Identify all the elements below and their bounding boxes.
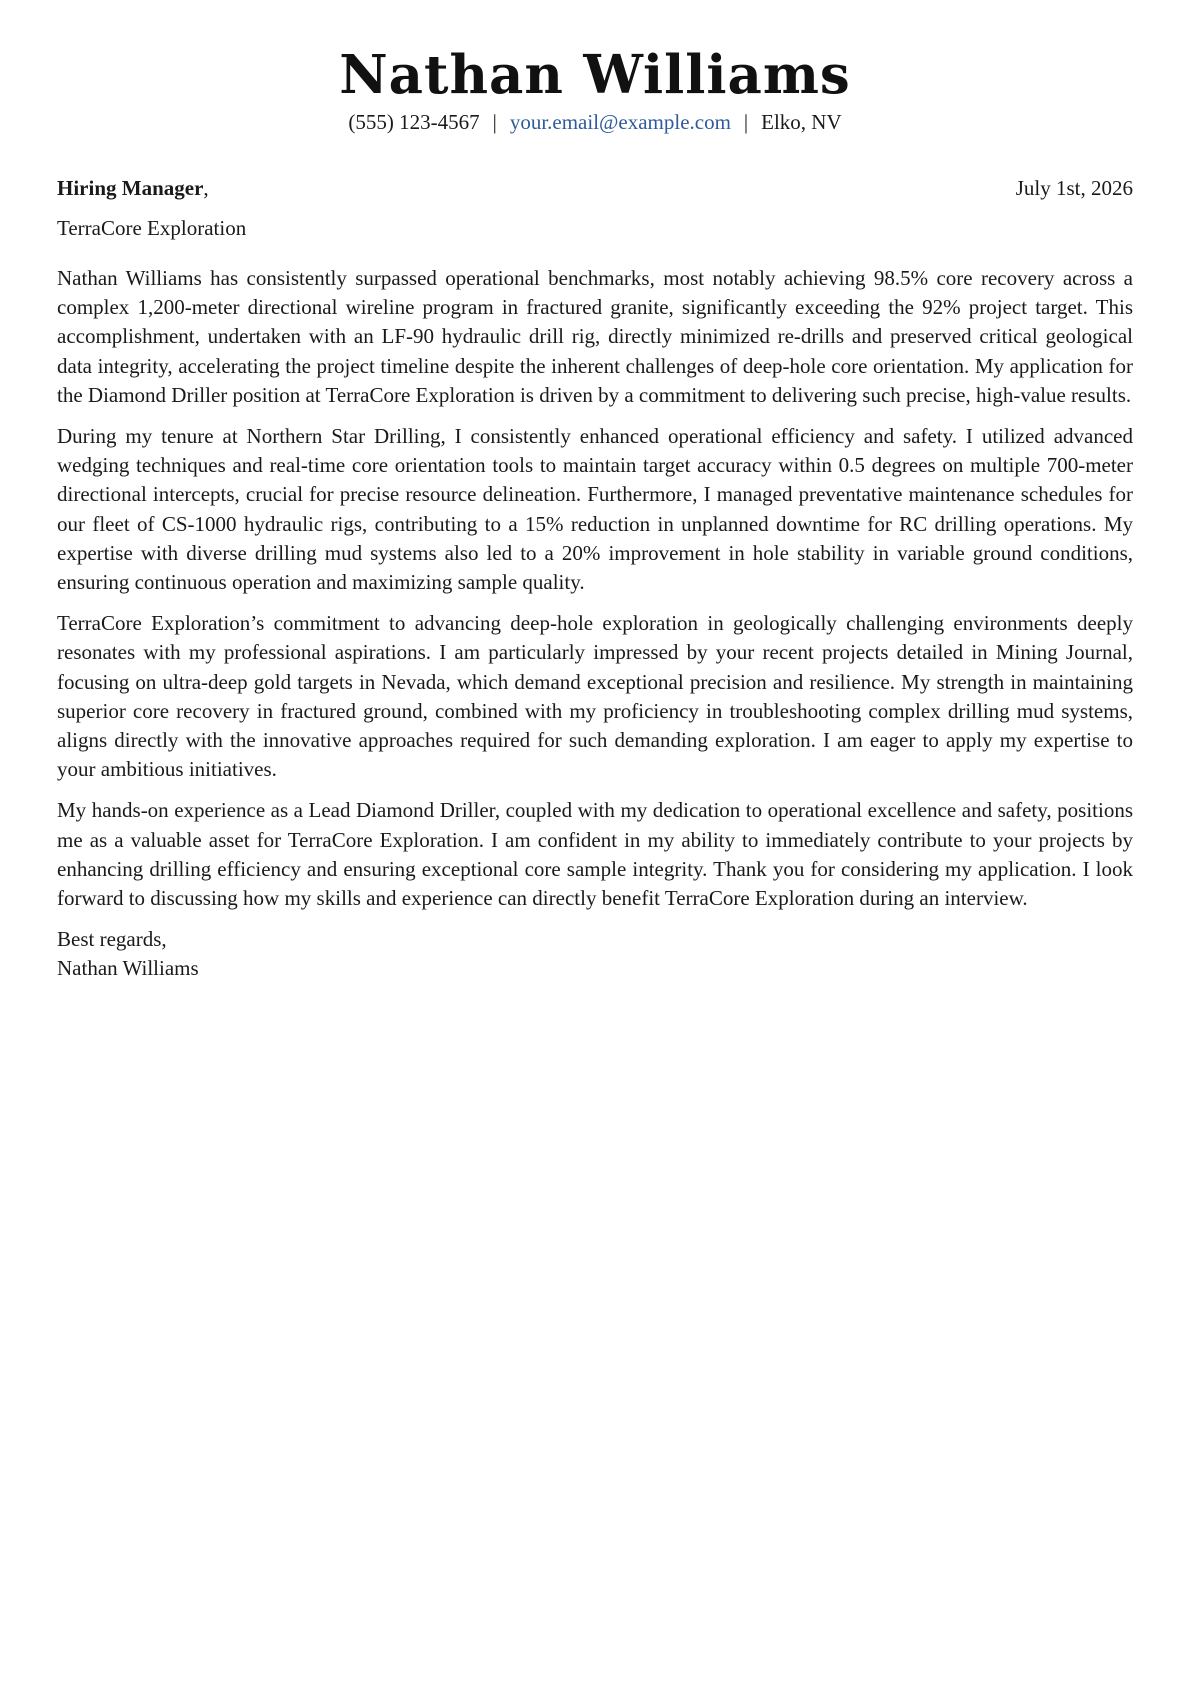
body-paragraph: My hands-on experience as a Lead Diamond Driller, coupled with my dedication to operational excellence and safety, positions me as a valuable asset for TerraCore Exploration. I am confident in my ability to immediately contribute to your projects by enhancing drilling efficiency and ensuring exceptional core sample integrity. Thank you for considering my application. I look forward to discussing how my skills and experience can directly benefit TerraCore Exploration during an interview. [57,798,1133,911]
recipient-title-suffix: , [203,176,209,200]
location: Elko, NV [761,110,842,134]
contact-separator: | [492,110,497,134]
letter-date: July 1st, 2026 [1015,176,1133,200]
recipient-title [57,170,209,206]
closing-salutation: Best regards, [57,927,167,952]
recipient-company: TerraCore Exploration [57,216,247,240]
recipient-row [57,170,1133,206]
body-paragraph: Nathan Williams has consistently surpassed operational benchmarks, most notably achieving 98.5% core recovery across a complex 1,200-meter directional wireline program in fractured granite, significantly exceeding the 92% project target. This accomplishment, undertaken with an LF-90 hydraulic drill rig, directly minimized re-drills and preserved critical geological data integrity, accelerating the project timeline despite the inherent challenges of deep-hole core orientation. My application for the Diamond Driller position at TerraCore Exploration is driven by a commitment to delivering such precise, high-value results. [57,266,1133,407]
recipient-title-text: Hiring Manager [57,176,204,200]
email-link[interactable]: your.email@example.com [509,110,731,134]
letter-closing [57,925,1133,983]
body-paragraph: TerraCore Exploration’s commitment to advancing deep-hole exploration in geologically challenging environments deeply resonates with my professional aspirations. I am particularly impressed by your recent projects detailed in Mining Journal, focusing on ultra-deep gold targets in Nevada, which demand exceptional precision and resilience. My strength in maintaining superior core recovery in fractured ground, combined with my proficiency in troubleshooting complex drilling mud systems, aligns directly with the innovative approaches required for such demanding exploration. I am eager to apply my expertise to your ambitious initiatives. [57,611,1133,782]
contact-separator: | [743,110,749,134]
cover-letter-page [57,0,1133,984]
phone-number: (555) 123-4567 [348,110,480,134]
letter-body [57,264,1133,913]
body-paragraph: During my tenure at Northern Star Drilling, I consistently enhanced operational efficiency and safety. I utilized advanced wedging techniques and real-time core orientation tools to maintain target accuracy within 0.5 degrees on multiple 700-meter directional intercepts, crucial for precise resource delineation. Furthermore, I managed preventative maintenance schedules for our fleet of CS-1000 hydraulic rigs, contributing to a 15% reduction in unplanned downtime for RC drilling operations. My expertise with diverse drilling mud systems also led to a 20% improvement in hole stability in variable ground conditions, ensuring continuous operation and maximizing sample quality. [57,424,1133,595]
applicant-name: Nathan Williams [339,44,851,106]
closing-signature: Nathan Williams [57,956,199,981]
contact-line [57,108,1133,136]
